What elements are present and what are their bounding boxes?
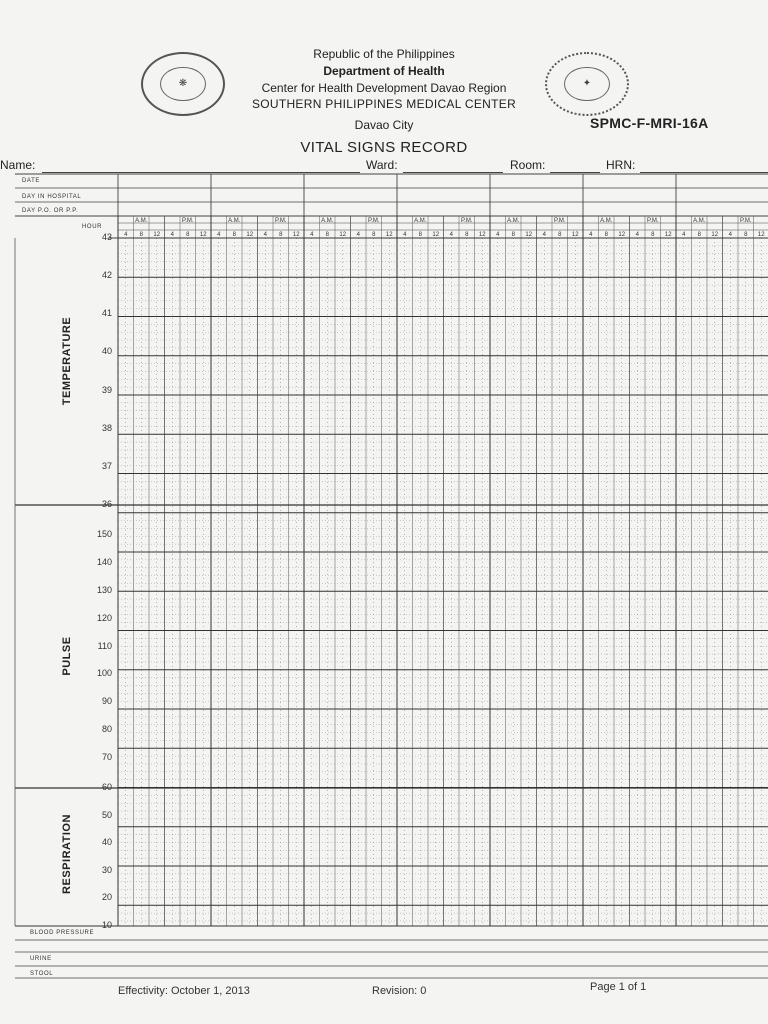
- urine-row-label: URINE: [30, 956, 52, 962]
- effectivity-text: Effectivity: October 1, 2013: [118, 985, 250, 997]
- hour-label: 12: [525, 232, 533, 238]
- scale-value: 10: [101, 920, 112, 930]
- hour-label: 8: [465, 232, 469, 238]
- hour-label: 12: [757, 232, 765, 238]
- hour-label: 12: [478, 232, 486, 238]
- hour-label: 4: [310, 232, 314, 238]
- scale-value: 140: [96, 556, 112, 567]
- hour-label: 8: [651, 232, 655, 238]
- period-label: P.M.: [646, 218, 659, 224]
- hrn-label: HRN:: [606, 158, 636, 172]
- scale-value: 40: [101, 346, 112, 357]
- period-label: P.M.: [274, 218, 287, 224]
- scale-value: 36: [101, 499, 112, 509]
- hour-label: 4: [589, 232, 593, 238]
- hour-label: 8: [604, 232, 608, 238]
- period-label: P.M.: [367, 218, 380, 224]
- room-label: Room:: [510, 158, 546, 172]
- scale-value: 110: [97, 640, 112, 651]
- scale-value: 90: [101, 696, 112, 707]
- hour-label: 4: [449, 232, 453, 238]
- period-label: A.M.: [321, 218, 334, 224]
- header-department: Department of Health: [323, 64, 445, 78]
- form-code: SPMC-F-MRI-16A: [590, 115, 709, 131]
- hour-label: 12: [664, 232, 672, 238]
- header-republic: Republic of the Philippines: [313, 47, 455, 61]
- hour-label: 12: [571, 232, 579, 238]
- scale-value: 43: [101, 232, 112, 242]
- hour-label: 12: [432, 232, 440, 238]
- header-hospital: SOUTHERN PHILIPPINES MEDICAL CENTER: [251, 97, 517, 111]
- scale-value: 39: [101, 384, 112, 395]
- scale-value: 70: [101, 752, 112, 762]
- hour-label: 4: [542, 232, 546, 238]
- hour-label: 8: [186, 232, 190, 238]
- date-row-label: DATE: [22, 178, 40, 184]
- scale-value: 40: [101, 837, 112, 848]
- hour-label: 4: [217, 232, 221, 238]
- ward-label: Ward:: [366, 158, 398, 172]
- hour-label: 8: [418, 232, 422, 238]
- header-city: Davao City: [354, 118, 414, 132]
- eagle-emblem-icon: ✦: [564, 67, 609, 101]
- respiration-section-label: RESPIRATION: [61, 814, 73, 894]
- hour-label: 8: [325, 232, 329, 238]
- scale-value: 60: [101, 782, 112, 792]
- hour-label: 4: [356, 232, 360, 238]
- period-label: A.M.: [135, 218, 148, 224]
- scale-value: 38: [101, 422, 112, 433]
- period-label: A.M.: [228, 218, 241, 224]
- scale-value: 130: [96, 584, 112, 595]
- scale-value: 50: [101, 809, 112, 820]
- name-label: Name:: [0, 158, 36, 172]
- hour-label: 8: [232, 232, 236, 238]
- hour-label: 12: [199, 232, 207, 238]
- period-label: A.M.: [693, 218, 706, 224]
- hour-label: 4: [124, 232, 128, 238]
- scale-value: 42: [101, 270, 112, 281]
- hour-label: 4: [263, 232, 267, 238]
- period-label: P.M.: [739, 218, 752, 224]
- hour-label: 8: [744, 232, 748, 238]
- page-number-text: Page 1 of 1: [590, 981, 647, 993]
- hour-label: 8: [558, 232, 562, 238]
- scale-value: 150: [96, 529, 112, 539]
- hour-label: 8: [511, 232, 515, 238]
- scale-value: 41: [101, 308, 112, 319]
- hour-row-label: HOUR: [82, 224, 103, 230]
- hour-label: 8: [697, 232, 701, 238]
- period-label: P.M.: [181, 218, 194, 224]
- hour-label: 12: [246, 232, 254, 238]
- hour-label: 4: [728, 232, 732, 238]
- scale-value: 37: [101, 460, 112, 471]
- hour-label: 12: [339, 232, 347, 238]
- hour-label: 12: [618, 232, 626, 238]
- hour-label: 4: [403, 232, 407, 238]
- hour-label: 12: [385, 232, 393, 238]
- seal-emblem-icon: ❋: [160, 67, 205, 101]
- header-center: Center for Health Development Davao Region: [261, 81, 507, 95]
- temperature-section-label: TEMPERATURE: [61, 316, 73, 406]
- hour-label: 4: [496, 232, 500, 238]
- period-label: A.M.: [414, 218, 427, 224]
- period-label: A.M.: [600, 218, 613, 224]
- hour-label: 4: [635, 232, 639, 238]
- day-po-row-label: DAY P.O. OR P.P.: [22, 208, 79, 214]
- hour-label: 12: [292, 232, 300, 238]
- hour-label: 8: [139, 232, 143, 238]
- hour-label: 12: [711, 232, 719, 238]
- hour-label: 8: [279, 232, 283, 238]
- scale-value: 80: [101, 724, 112, 735]
- blood-pressure-row-label: BLOOD PRESSURE: [30, 930, 95, 936]
- scale-value: 120: [96, 612, 112, 623]
- day-in-hospital-row-label: DAY IN HOSPITAL: [22, 194, 82, 200]
- scale-value: 30: [101, 864, 112, 875]
- stool-row-label: STOOL: [30, 971, 54, 977]
- hour-label: 12: [153, 232, 161, 238]
- scale-value: 20: [101, 892, 112, 903]
- period-label: P.M.: [553, 218, 566, 224]
- period-label: A.M.: [507, 218, 520, 224]
- revision-text: Revision: 0: [372, 985, 427, 997]
- period-label: P.M.: [460, 218, 473, 224]
- scale-value: 100: [96, 668, 112, 679]
- hour-label: 8: [372, 232, 376, 238]
- hour-label: 4: [682, 232, 686, 238]
- page-title: VITAL SIGNS RECORD: [300, 139, 468, 156]
- hour-label: 4: [170, 232, 174, 238]
- pulse-section-label: PULSE: [61, 636, 73, 676]
